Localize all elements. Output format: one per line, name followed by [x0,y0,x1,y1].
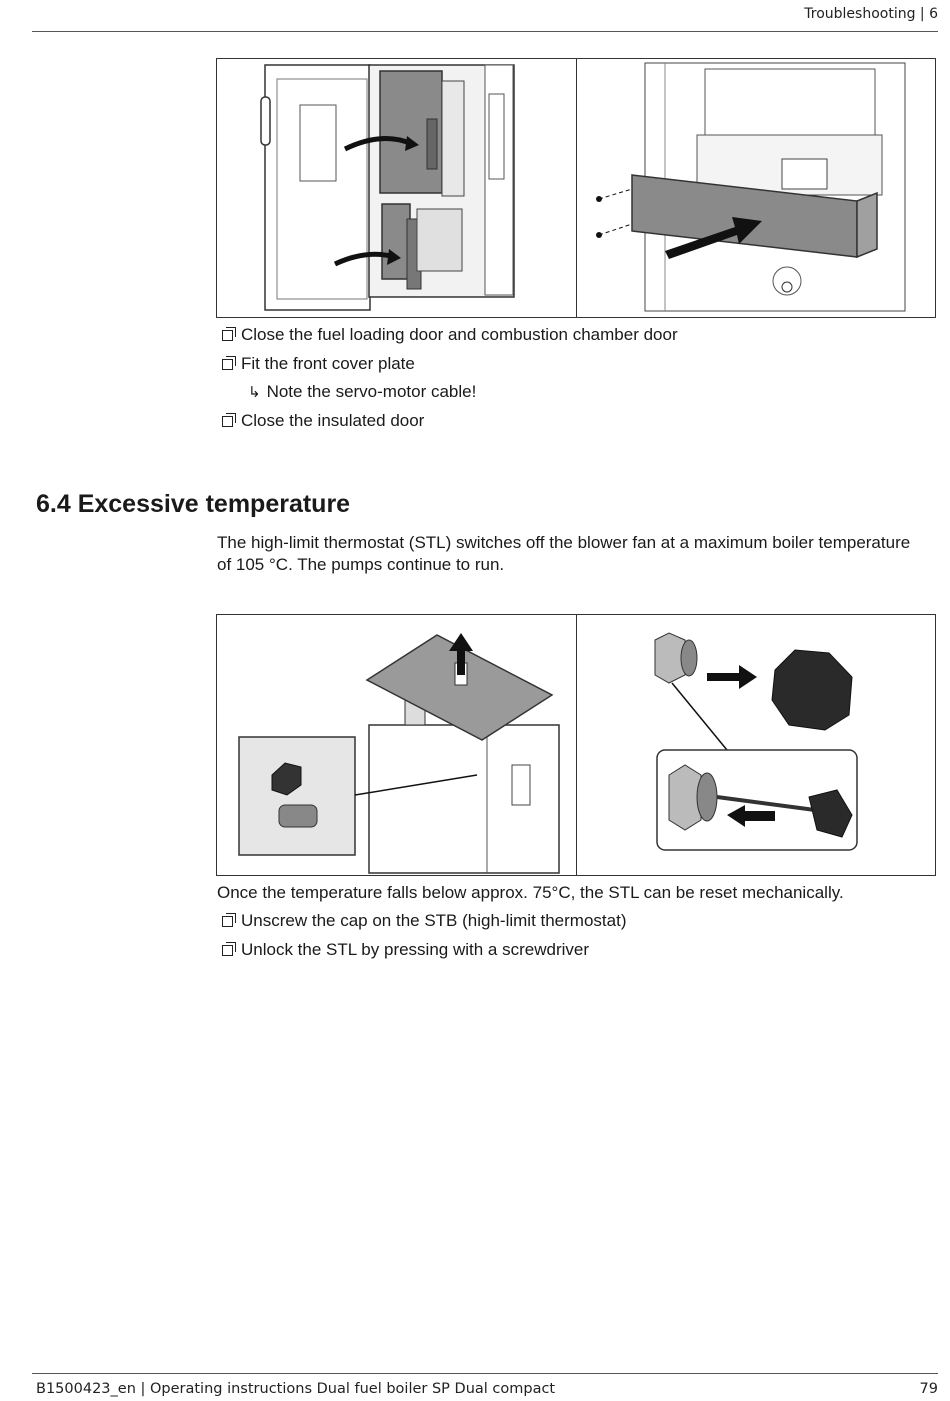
footer-divider [32,1373,938,1374]
checkbox-icon [222,945,233,956]
step-text: Unlock the STL by pressing with a screwdriver [241,939,590,959]
page-header: Troubleshooting | 6 [804,6,938,22]
steps-close-doors [222,321,678,436]
checkbox-icon [222,416,233,427]
boiler-doors-illustration [217,59,576,317]
result-arrow-icon: ↳ [248,383,261,402]
step-text: Fit the front cover plate [241,353,415,373]
reset-note: Once the temperature falls below approx. 75°C, the STL can be reset mechanically. [217,883,844,902]
section-intro: The high-limit thermostat (STL) switches off the blower fan at a maximum boiler temperature of 105 °C. The pumps continue to run. [217,533,911,574]
step-item [222,936,626,965]
figure-panel-front-cover [576,59,936,317]
steps-reset-stl [222,907,626,964]
step-item [222,321,678,350]
figure-panel-boiler-doors [217,59,576,317]
step-item [222,907,626,936]
step-text: Close the insulated door [241,411,425,431]
page-number: 79 [919,1381,938,1397]
section-title: 6.4 Excessive temperature [36,490,351,518]
step-item [222,407,678,436]
checkbox-icon [222,916,233,927]
header-divider [32,31,938,32]
figure-panel-boiler-top [217,615,576,875]
step-note-text: Note the servo-motor cable! [266,382,477,402]
step-item [222,350,678,379]
step-text: Close the fuel loading door and combustion chamber door [241,325,678,344]
figure-panel-stl-cap [576,615,936,875]
checkbox-icon [222,330,233,341]
figure-door-closing [216,58,936,318]
step-note [222,378,678,407]
figure-stl-reset [216,614,936,876]
front-cover-illustration [577,59,936,317]
boiler-top-illustration [217,615,576,875]
checkbox-icon [222,359,233,370]
footer-doc-title: B1500423_en | Operating instructions Dual fuel boiler SP Dual compact [36,1381,556,1397]
stl-cap-illustration [577,615,936,875]
step-text: Unscrew the cap on the STB (high-limit thermostat) [241,911,627,930]
